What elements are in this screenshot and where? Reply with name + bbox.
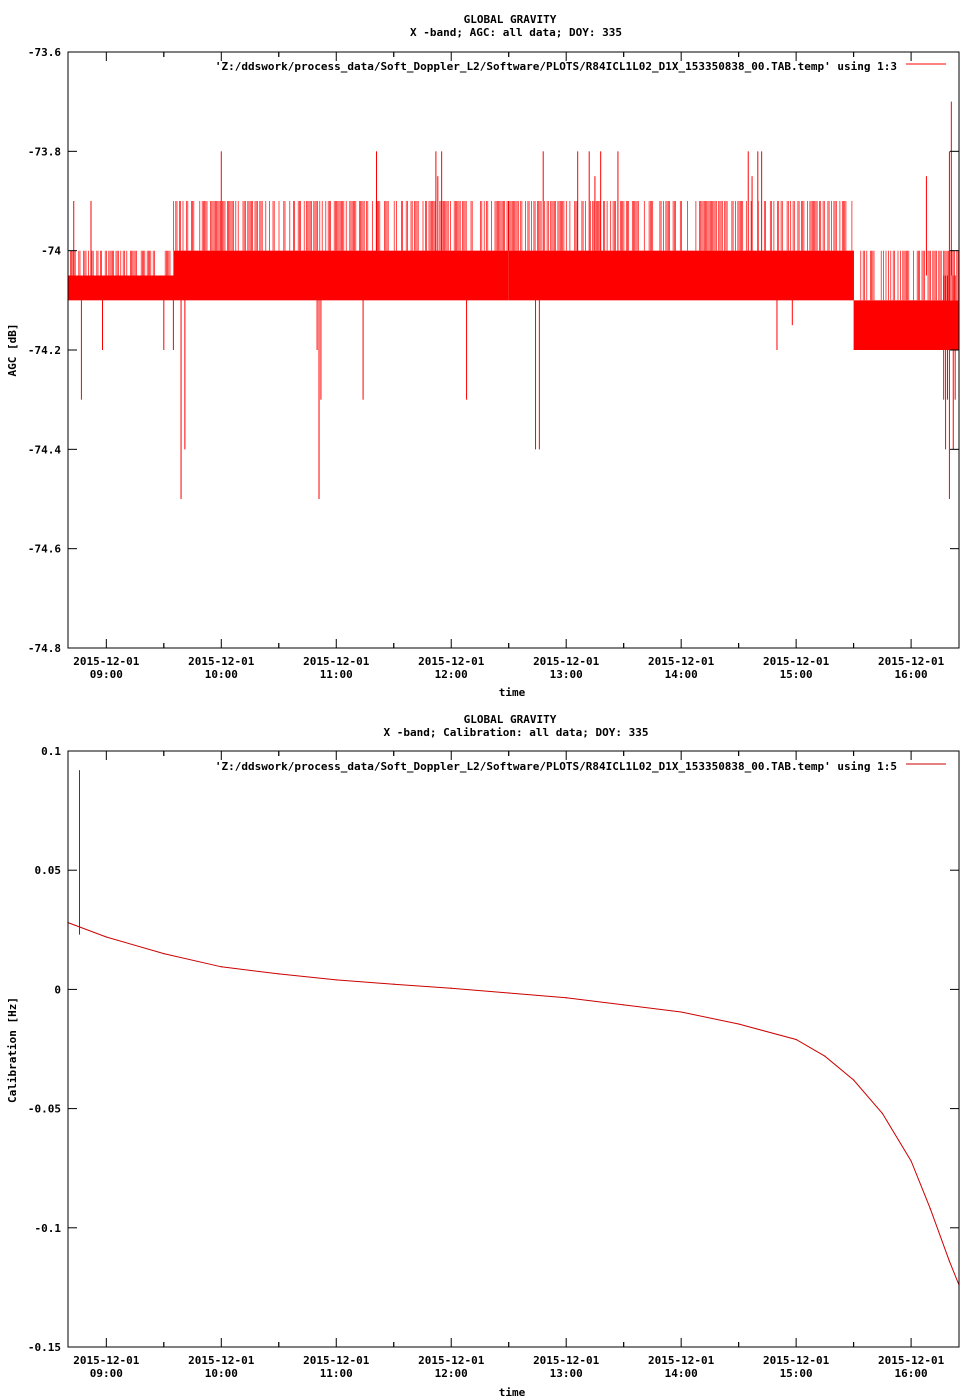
x-tick-date-label: 2015-12-01: [763, 655, 830, 668]
calibration-point: [393, 984, 394, 985]
y-tick-label: -74.8: [27, 642, 61, 655]
x-axis-label: time: [498, 686, 526, 699]
calibration-point: [451, 988, 452, 989]
calibration-line: [68, 923, 959, 1285]
plot-frame: [68, 751, 959, 1347]
x-tick-date-label: 2015-12-01: [188, 1354, 255, 1367]
calibration-point: [882, 1113, 883, 1114]
chart-subtitle: X -band; AGC: all data; DOY: 335: [410, 26, 622, 39]
calibration-point: [163, 953, 164, 954]
x-tick-time-label: 09:00: [89, 668, 123, 681]
x-tick-date-label: 2015-12-01: [877, 655, 945, 668]
x-tick-time-label: 09:00: [89, 1367, 123, 1380]
calibration-point: [336, 979, 337, 980]
calibration-chart: [6, 713, 960, 1399]
agc-series: [68, 102, 959, 499]
x-tick-time-label: 16:00: [894, 668, 928, 681]
x-tick-date-label: 2015-12-01: [533, 1354, 600, 1367]
y-tick-label: -74.6: [27, 542, 61, 556]
x-tick-date-label: 2015-12-01: [418, 1354, 485, 1367]
x-tick-time-label: 13:00: [549, 1367, 583, 1380]
x-tick-date-label: 2015-12-01: [188, 655, 255, 668]
chart-subtitle: X -band; Calibration: all data; DOY: 335: [383, 726, 649, 739]
y-tick-label: -73.6: [27, 46, 61, 59]
y-tick-label: -0.05: [27, 1102, 61, 1116]
x-tick-time-label: 16:00: [894, 1367, 928, 1380]
x-tick-time-label: 15:00: [779, 668, 813, 681]
x-tick-time-label: 15:00: [779, 1367, 813, 1380]
calibration-series: [67, 770, 959, 1286]
x-tick-date-label: 2015-12-01: [73, 1354, 140, 1367]
x-tick-date-label: 2015-12-01: [763, 1354, 830, 1367]
x-tick-date-label: 2015-12-01: [533, 655, 600, 668]
agc-chart: [6, 13, 959, 699]
x-tick-time-label: 13:00: [549, 668, 583, 681]
x-tick-time-label: 10:00: [204, 668, 238, 681]
legend-label: 'Z:/ddswork/process_data/Soft_Doppler_L2/Software/PLOTS/R84ICL1L02_D1X_153350838_00.TAB.temp' using 1:3: [214, 60, 897, 73]
y-tick-label: -73.8: [27, 145, 61, 159]
tick-group: [28, 46, 959, 681]
plot-frame: [68, 52, 959, 648]
y-tick-label: -0.1: [34, 1221, 61, 1235]
chart-title: GLOBAL GRAVITY: [463, 13, 557, 26]
agc-noise-lines: [509, 201, 852, 251]
y-tick-label: -0.15: [27, 1341, 61, 1354]
x-tick-time-label: 10:00: [204, 1367, 238, 1380]
x-tick-date-label: 2015-12-01: [303, 655, 370, 668]
y-tick-label: -74.2: [27, 344, 61, 357]
calibration-point: [930, 1208, 931, 1209]
calibration-point: [623, 1004, 624, 1005]
x-tick-date-label: 2015-12-01: [303, 1354, 370, 1367]
x-tick-time-label: 14:00: [664, 668, 698, 681]
agc-noise-lines: [854, 251, 958, 301]
agc-noise-lines: [68, 251, 170, 276]
calibration-point: [824, 1056, 825, 1057]
x-tick-date-label: 2015-12-01: [877, 1354, 945, 1367]
calibration-point: [106, 936, 107, 937]
calibration-point: [278, 973, 279, 974]
calibration-point: [796, 1039, 797, 1040]
x-tick-date-label: 2015-12-01: [648, 655, 715, 668]
y-tick-label: 0: [54, 983, 61, 997]
x-tick-time-label: 11:00: [319, 668, 353, 681]
y-axis-label: Calibration [Hz]: [6, 997, 19, 1103]
calibration-point: [508, 992, 509, 993]
calibration-point: [738, 1023, 739, 1024]
y-tick-label: -74: [41, 244, 61, 258]
x-tick-time-label: 12:00: [434, 1367, 468, 1380]
y-axis-label: AGC [dB]: [6, 323, 19, 377]
x-tick-date-label: 2015-12-01: [648, 1354, 715, 1367]
x-axis-label: time: [498, 1386, 526, 1399]
agc-noise-lines: [173, 201, 508, 251]
x-tick-date-label: 2015-12-01: [418, 655, 485, 668]
y-tick-label: 0.05: [34, 864, 61, 878]
calibration-point: [910, 1160, 911, 1161]
legend-label: 'Z:/ddswork/process_data/Soft_Doppler_L2/Software/PLOTS/R84ICL1L02_D1X_153350838_00.TAB.temp' using 1:5: [214, 760, 897, 773]
x-tick-time-label: 12:00: [434, 668, 468, 681]
calibration-point: [681, 1011, 682, 1012]
agc-noise-band: [68, 276, 173, 301]
x-tick-time-label: 14:00: [664, 1367, 698, 1380]
calibration-point: [221, 966, 222, 967]
x-tick-date-label: 2015-12-01: [73, 655, 140, 668]
agc-noise-band: [509, 251, 854, 301]
chart-title: GLOBAL GRAVITY: [463, 713, 557, 726]
y-tick-label: -74.4: [27, 443, 61, 457]
agc-noise-band: [173, 251, 508, 301]
tick-group: [28, 745, 959, 1380]
y-tick-label: 0.1: [41, 745, 61, 758]
calibration-point: [949, 1261, 950, 1262]
calibration-point: [566, 997, 567, 998]
x-tick-time-label: 11:00: [319, 1367, 353, 1380]
calibration-point: [853, 1079, 854, 1080]
